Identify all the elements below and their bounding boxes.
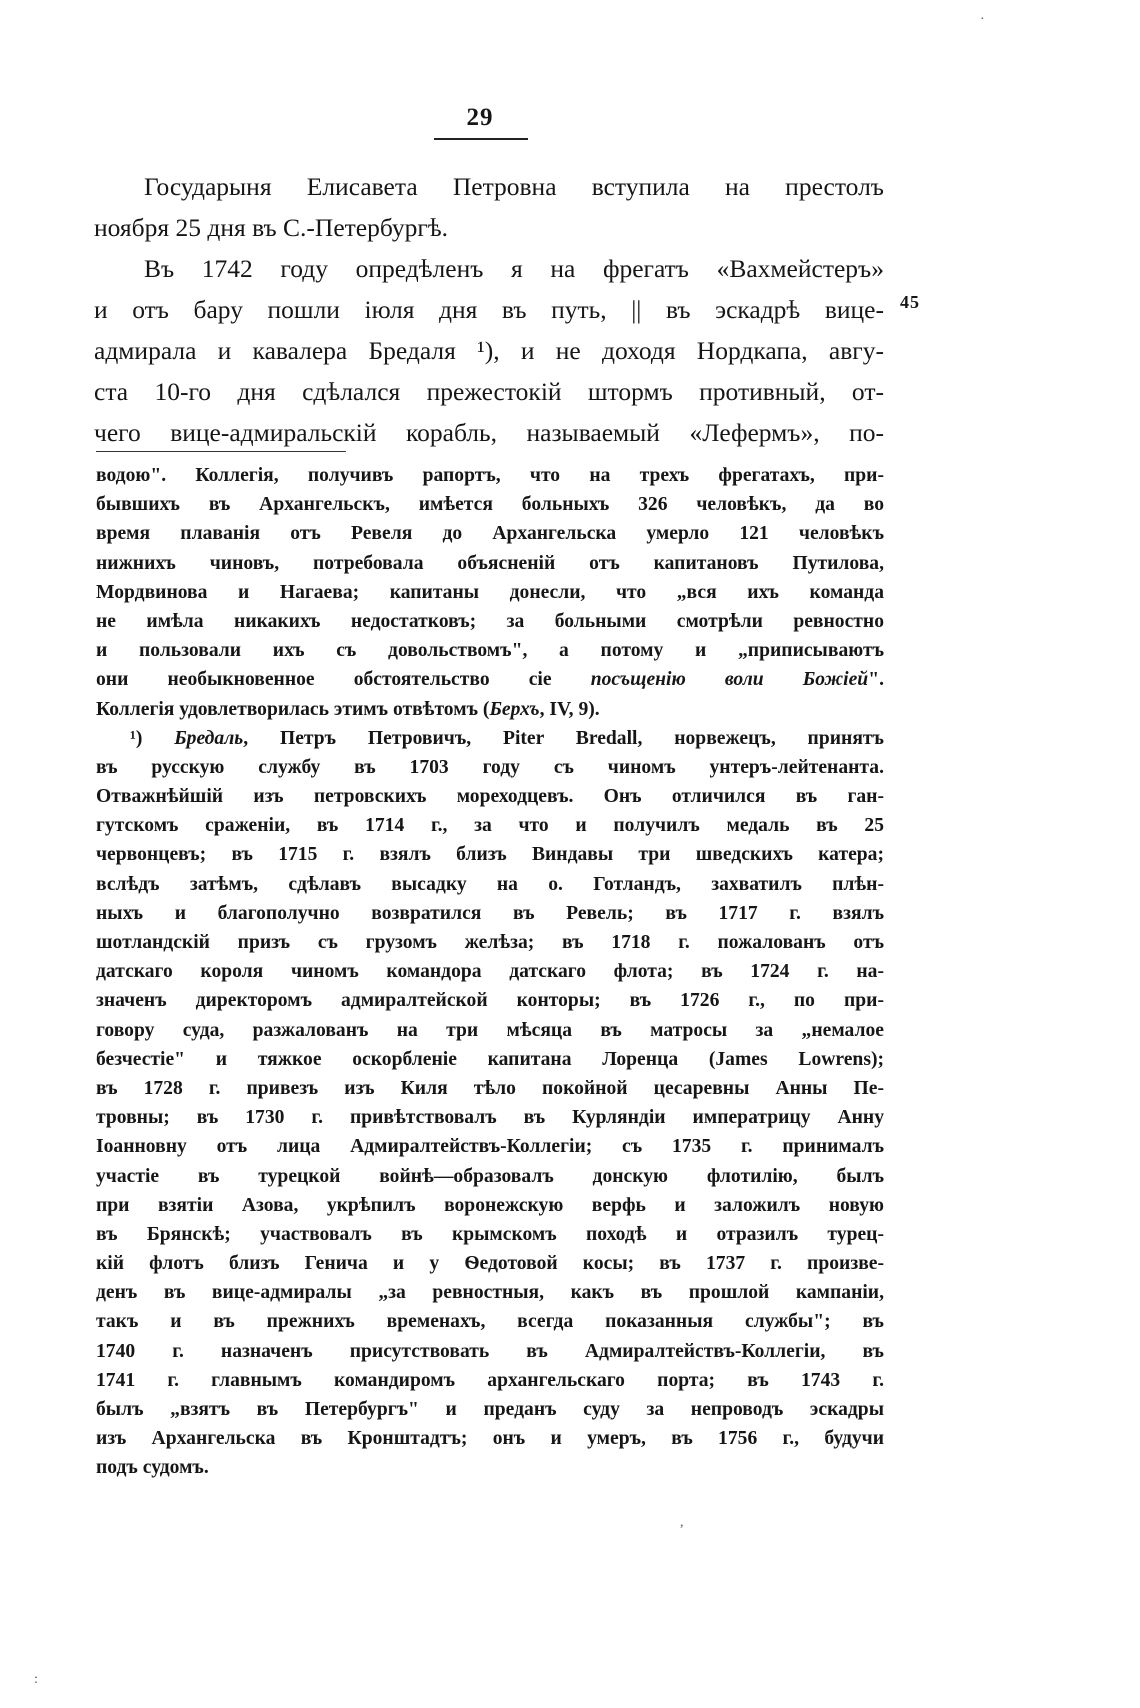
footnote-text: Коллегія удовлетворилась этимъ отвѣтомъ ( xyxy=(96,698,490,720)
footnote-text: они необыкновенное обстоятельство сіе xyxy=(96,669,591,691)
footnote-separator xyxy=(96,451,346,452)
footnote-line: Отважнѣйшій изъ петровскихъ мореходцевъ. Онъ отличился въ ган- xyxy=(96,786,884,808)
footnote-line: кій флотъ близъ Генича и у Ѳедотовой косы; въ 1737 г. произве- xyxy=(96,1253,884,1275)
footnote-line: безчестіе" и тяжкое оскорбленіе капитана Лоренца (James Lowrens); xyxy=(96,1048,884,1070)
footnote-line: бывшихъ въ Архангельскъ, имѣется больныхъ 326 человѣкъ, да во xyxy=(96,494,884,516)
footnote-line: червонцевъ; въ 1715 г. взялъ близъ Виндавы три шведскихъ катера; xyxy=(96,844,884,866)
footnote-line: изъ Архангельска въ Кронштадтъ; онъ и умеръ, въ 1756 г., будучи xyxy=(96,1428,884,1450)
footnote-line: былъ „взятъ въ Петербургъ" и преданъ суду за непроводъ эскадры xyxy=(96,1399,884,1420)
main-text-line: чего вице-адмиральскій корабль, называемый «Лефермъ», по- xyxy=(94,418,884,447)
page-number-underline xyxy=(434,138,528,140)
main-text-line: адмирала и кавалера Бредаля ¹), и не доходя Нордкапа, авгу- xyxy=(94,336,884,365)
footnote-line: 1741 г. главнымъ командиромъ архангельскаго порта; въ 1743 г. xyxy=(96,1369,884,1391)
footnote-line: гутскомъ сраженіи, въ 1714 г., за что и получилъ медаль въ 25 xyxy=(96,815,884,837)
footnote-line: подъ судомъ. xyxy=(96,1457,209,1479)
footnote-text: , IV, 9). xyxy=(539,698,600,720)
main-text-line: Въ 1742 году опредѣленъ я на фрегатъ «Вахмейстеръ» xyxy=(144,254,884,283)
footnote-line: въ русскую службу въ 1703 году съ чиномъ унтеръ-лейтенанта. xyxy=(96,756,884,778)
footnotes-block xyxy=(96,461,884,1483)
footnote-line: въ Брянскѣ; участвовалъ въ крымскомъ походѣ и отразилъ турец- xyxy=(96,1223,884,1245)
footnote-line: значенъ директоромъ адмиралтейской конторы; въ 1726 г., по при- xyxy=(96,990,884,1012)
main-text-line: ста 10-го дня сдѣлался прежестокій штормъ противный, от- xyxy=(94,377,884,406)
footnote-name-italic: Бредаль xyxy=(174,727,244,749)
scan-speck: · xyxy=(980,12,985,27)
footnote-line: водою". Коллегія, получивъ рапортъ, что на трехъ фрегатахъ, при- xyxy=(96,465,884,486)
main-text-line: Государыня Елисавета Петровна вступила на престолъ xyxy=(144,172,884,201)
main-text-block xyxy=(94,166,884,453)
footnote-line: Мордвинова и Нагаева; капитаны донесли, что „вся ихъ команда xyxy=(96,581,884,603)
footnote-text: ". xyxy=(868,669,884,691)
footnote-line: ныхъ и благополучно возвратился въ Ревель; въ 1717 г. взялъ xyxy=(96,902,884,924)
footnote-line: вслѣдъ затѣмъ, сдѣлавъ высадку на о. Готландъ, захватилъ плѣн- xyxy=(96,873,884,895)
footnote-line: такъ и въ прежнихъ временахъ, всегда показанныя службы"; въ xyxy=(96,1311,884,1333)
footnote-line: при взятіи Азова, укрѣпилъ воронежскую верфь и заложилъ новую xyxy=(96,1194,884,1216)
footnote-line: нижнихъ чиновъ, потребовала объясненій отъ капитановъ Путилова, xyxy=(96,552,884,574)
source-reference-italic: Берхъ xyxy=(489,698,540,720)
footnote-line xyxy=(96,695,884,724)
footnote-line: денъ въ вице-адмиралы „за ревностныя, какъ въ прошлой кампаніи, xyxy=(96,1282,884,1304)
page-number: 29 xyxy=(466,104,494,131)
scan-speck: , xyxy=(680,1515,684,1530)
scan-speck: : xyxy=(34,1672,38,1687)
footnote-line: Іоанновну отъ лица Адмиралтействъ-Коллегіи; съ 1735 г. принималъ xyxy=(96,1136,884,1158)
footnote-line: время плаванія отъ Ревеля до Архангельска умерло 121 человѣкъ xyxy=(96,523,884,545)
footnote-line: датскаго короля чиномъ командора датскаго флота; въ 1724 г. на- xyxy=(96,961,884,983)
footnote-line: участіе въ турецкой войнѣ—образовалъ донскую флотилію, былъ xyxy=(96,1165,884,1187)
footnote-line: и пользовали ихъ съ довольствомъ", а потому и „приписываютъ xyxy=(96,640,884,662)
footnote-text: , Петръ Петровичъ, Piter Bredall, норвежецъ, принятъ xyxy=(243,727,884,749)
margin-reference-number: 45 xyxy=(900,292,920,312)
footnote-line xyxy=(96,665,884,694)
footnote-line: шотландскій призъ съ грузомъ желѣза; въ 1718 г. пожалованъ отъ xyxy=(96,932,884,953)
footnote-line: тровны; въ 1730 г. привѣтствовалъ въ Курляндіи императрицу Анну xyxy=(96,1107,884,1129)
footnote-italic-phrase: посъщенію воли Божіей xyxy=(590,669,869,691)
main-text-line: и отъ бару пошли іюля дня въ путь, || въ эскадрѣ вице- xyxy=(94,295,884,324)
footnote-line: въ 1728 г. привезъ изъ Киля тѣло покойной цесаревны Анны Пе- xyxy=(96,1077,884,1099)
footnote-line: говору суда, разжалованъ на три мѣсяца въ матросы за „немалое xyxy=(96,1019,884,1041)
main-text-line: ноября 25 дня въ С.-Петербургѣ. xyxy=(94,213,449,242)
footnote-line xyxy=(96,724,884,753)
footnote-marker: ¹) xyxy=(130,727,175,749)
footnote-line: 1740 г. назначенъ присутствовать въ Адмиралтействъ-Коллегіи, въ xyxy=(96,1340,884,1362)
footnote-line: не имѣла никакихъ недостатковъ; за больными смотрѣли ревностно xyxy=(96,610,884,632)
